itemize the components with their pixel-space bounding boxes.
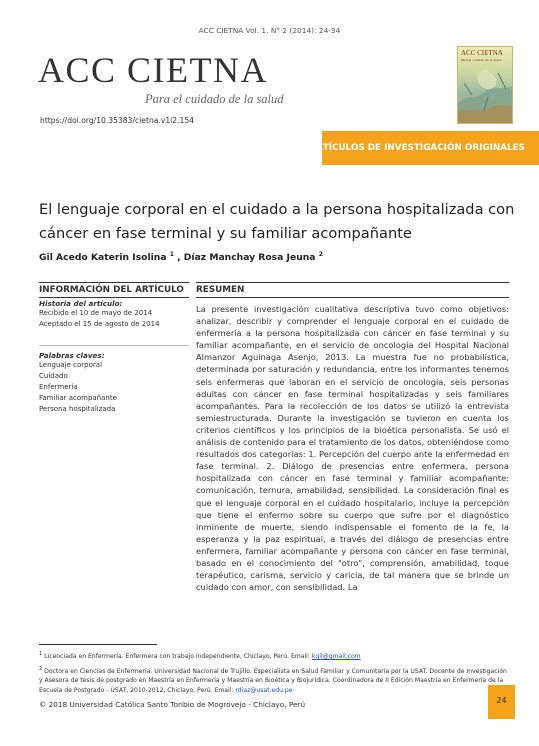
abstract-text: La presente investigación cualitativa descriptiva tuvo como objetivos: analizar, describir y comprender el lenguaje corporal en el cuidado de enfermería a la persona hospitalizada con cáncer en fase terminal y su familiar acompañante, en el servicio de oncología del Hospital Nacional Almanzor Aguinaga Asenjo, 2013. La muestra fue no probabilística, determinada por saturación y redundancia, entre los informantes tenemos seis enfermeras que laboran en el servicio de oncología, seis personas adultas con cáncer en fase terminal hospitalizadas y seis familiares acompañantes. Para la recolección de los datos se utilizó la entrevista semiestructurada. Durante la investigación se tuvieron en cuenta los criterios científicos y los principios de la bioética personalista. Se usó el análisis de contenido para el tratamiento de los datos, obteniéndose como resultados dos categorías: 1. Percepción del cuerpo ante la enfermedad en fase terminal. 2. Diálogo de presencias entre enfermera, persona hospitalizada con cáncer en fase terminal y familiar acompañante: comunicación, ternura, amabilidad, sensibilidad. La consideración final es que el lenguaje corporal en el cuidado hospitalario, incluye la percepción que tiene el enfermo sobre su cuerpo que sufre por el diagnóstico inminente de muerte, siendo indispensable el fomento de la fe, la esperanza y la paz espiritual, a través del diálogo de presencias entre enfermera, familiar acompañante y persona con cáncer en fase terminal, basado en el conocimiento del "otro", comprensión, amabilidad, toque terapéutico, carisma, servicio y caricia, de tal manera que se brinde un cuidado con amor, con sensibilidad. La: [196, 304, 509, 593]
abstract-top-rule: [196, 282, 509, 283]
journal-cover-image: [457, 46, 513, 124]
footnote-marker: 2: [39, 666, 43, 673]
keywords-block: [39, 351, 189, 415]
page-number: 24: [496, 696, 507, 705]
received-date: Recibido el 10 de mayo de 2014: [39, 309, 153, 317]
author-affiliation-marker: 2: [318, 251, 323, 258]
cover-subtitle: Para el cuidado de la salud: [461, 58, 502, 62]
cover-artwork: [458, 63, 513, 124]
abstract-head-rule: [196, 297, 509, 298]
footnote: [39, 650, 509, 661]
journal-reference: ACC CIETNA Vol. 1. N° 2 (2014): 24-34: [198, 26, 341, 35]
doi-link[interactable]: https://doi.org/10.35383/cietna.v1i2.154: [40, 116, 195, 125]
footnote-separator: [39, 644, 157, 645]
accepted-date: Aceptado el 15 de agosto de 2014: [39, 320, 160, 328]
journal-tagline: Para el cuidado de la salud: [145, 92, 284, 106]
keyword: Persona hospitalizada: [39, 405, 116, 413]
copyright-notice: © 2018 Universidad Católica Santo Toribio de Mogrovejo - Chiclayo, Perú: [39, 700, 306, 709]
section-banner: [309, 131, 539, 165]
keyword: Lenguaje corporal: [39, 361, 103, 369]
info-divider: [39, 345, 189, 346]
email-link[interactable]: kgil@gmail.com: [311, 653, 361, 661]
footnote-text: Doctora en Ciencias de Enfermería. Universidad Nacional de Trujillo. Especialista en Salud Familiar y Comunitaria por la USAT. Docente de Investigación y Asesora de tesis de postgrado en Maestría en Enfermería y Maestría en Bioética y Biojurídica. Coordinadora de II Edición Maestría en Enfermería de la Escuela de Postgrado - USAT, 2010-2012, Chiclayo, Perú. Email:: [39, 668, 507, 694]
article-info-heading: INFORMACIÓN DEL ARTÍCULO: [39, 285, 184, 295]
article-title: El lenguaje corporal en el cuidado a la persona hospitalizada con cáncer en fase terminal y su familiar acompañante: [39, 201, 515, 242]
abstract-heading: RESUMEN: [196, 285, 245, 295]
author-name: Gil Acedo Katerin Isolina: [39, 252, 167, 264]
history-label: Historia del artículo:: [39, 299, 123, 308]
footnote-marker: 1: [39, 651, 43, 657]
article-history: [39, 299, 189, 330]
keyword: Familiar acompañante: [39, 394, 117, 402]
author-separator: ,: [173, 252, 184, 264]
info-top-rule: [39, 282, 189, 283]
footnote: [39, 665, 509, 695]
footnotes: [39, 650, 509, 699]
keywords-label: Palabras claves:: [39, 351, 105, 360]
page-number-box: [488, 685, 515, 719]
journal-logo: ACC CIETNA: [38, 50, 268, 90]
author-affiliation-marker: 1: [169, 251, 174, 258]
email-link[interactable]: rdiaz@usat.edu.pe: [235, 686, 293, 694]
info-head-rule: [39, 297, 189, 298]
footnote-text: Licenciada en Enfermería. Enfermera con trabajo independiente, Chiclayo, Perú. Email:: [42, 653, 312, 661]
section-label: ARTÍCULOS DE INVESTIGACIÓN ORIGINALES: [309, 143, 525, 153]
author-name: Díaz Manchay Rosa Jeuna: [183, 252, 316, 264]
article-authors: [39, 251, 323, 263]
keyword: Enfermería: [39, 383, 78, 391]
keyword: Cuidado: [39, 372, 68, 380]
cover-title: ACC CIETNA: [461, 49, 503, 57]
